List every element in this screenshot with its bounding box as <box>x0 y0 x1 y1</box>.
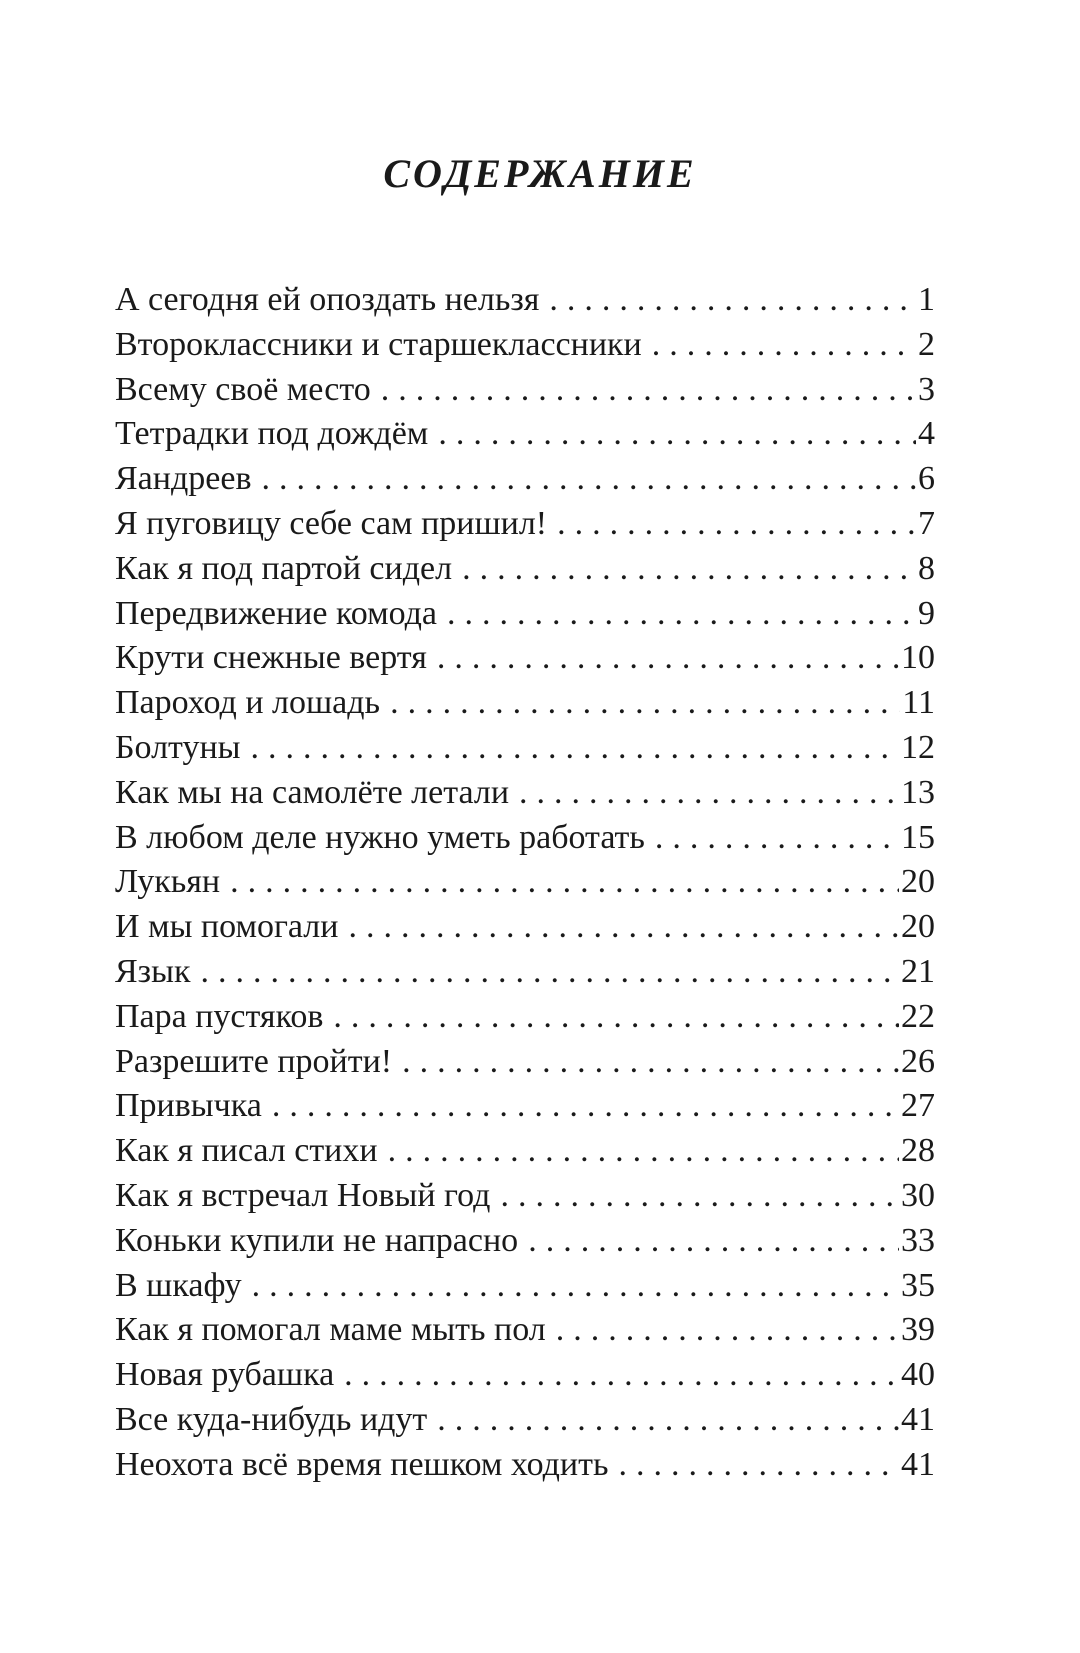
entry-page-number: 4 <box>918 415 935 453</box>
toc-entry <box>115 1443 935 1488</box>
entry-page-number: 41 <box>901 1400 935 1438</box>
toc-entry <box>115 1084 935 1129</box>
entry-title: Пара пустяков <box>115 997 324 1035</box>
dot-leader <box>618 1443 899 1488</box>
dot-leader <box>230 860 899 905</box>
toc-entry <box>115 995 935 1040</box>
toc-entry <box>115 1174 935 1219</box>
toc-entry <box>115 905 935 950</box>
entry-title: Неохота всё время пешком ходить <box>115 1445 609 1483</box>
entry-page-number: 33 <box>901 1221 935 1259</box>
entry-title: Болтуны <box>115 728 241 766</box>
entry-page-number: 40 <box>901 1356 935 1394</box>
entry-title: Как мы на самолёте летали <box>115 773 510 811</box>
entry-title: Всему своё место <box>115 370 371 408</box>
entry-title: Как я писал стихи <box>115 1132 378 1170</box>
entry-page-number: 30 <box>901 1176 935 1214</box>
entry-page-number: 8 <box>918 549 935 587</box>
toc-entry <box>115 950 935 995</box>
entry-title: Передвижение комода <box>115 594 438 632</box>
dot-leader <box>438 412 916 457</box>
toc-entry <box>115 1129 935 1174</box>
dot-leader <box>333 995 899 1040</box>
entry-title: Язык <box>115 952 191 990</box>
entry-page-number: 21 <box>901 952 935 990</box>
toc-entry <box>115 636 935 681</box>
toc-entry <box>115 1264 935 1309</box>
dot-leader <box>437 1398 899 1443</box>
dot-leader <box>348 905 899 950</box>
dot-leader <box>462 547 916 592</box>
dot-leader <box>251 726 900 771</box>
dot-leader <box>200 950 899 995</box>
dot-leader <box>500 1174 899 1219</box>
entry-page-number: 1 <box>918 281 935 318</box>
entry-title: Как я встречал Новый год <box>115 1176 491 1214</box>
toc-entry <box>115 457 935 502</box>
toc-entry <box>115 368 935 413</box>
entry-title: Как я помогал маме мыть пол <box>115 1311 546 1349</box>
toc-entry <box>115 412 935 457</box>
entry-page-number: 27 <box>901 1087 935 1125</box>
entry-title: Как я под партой сидел <box>115 549 453 587</box>
toc-entry <box>115 1398 935 1443</box>
toc-entry <box>115 771 935 816</box>
entry-page-number: 22 <box>901 997 935 1035</box>
entry-page-number: 9 <box>918 594 935 632</box>
dot-leader <box>252 1264 899 1309</box>
entry-page-number: 12 <box>901 728 935 766</box>
entry-title: Тетрадки под дождём <box>115 415 429 453</box>
toc-entry <box>115 323 935 368</box>
dot-leader <box>388 1129 899 1174</box>
entry-title: Разрешите пройти! <box>115 1042 393 1080</box>
dot-leader <box>655 816 899 861</box>
entry-title: Яандреев <box>115 460 252 498</box>
toc-entry <box>115 1219 935 1264</box>
entry-page-number: 2 <box>918 325 935 363</box>
toc-entry <box>115 1308 935 1353</box>
entry-page-number: 20 <box>901 908 935 946</box>
entry-page-number: 6 <box>918 460 935 498</box>
dot-leader <box>262 457 917 502</box>
entry-page-number: 10 <box>901 639 935 677</box>
dot-leader <box>344 1353 899 1398</box>
dot-leader <box>272 1084 899 1129</box>
entry-title: И мы помогали <box>115 908 339 946</box>
entry-title: Все куда-нибудь идут <box>115 1400 428 1438</box>
entry-title: Новая рубашка <box>115 1356 335 1394</box>
entry-title: Пароход и лошадь <box>115 684 381 722</box>
page-title: СОДЕРЖАНИЕ <box>383 151 697 196</box>
table-of-contents <box>115 278 935 1488</box>
entry-title: Коньки купили не напрасно <box>115 1221 519 1259</box>
dot-leader <box>402 1040 899 1085</box>
dot-leader <box>519 771 899 816</box>
entry-page-number: 41 <box>901 1445 935 1483</box>
entry-title: Привычка <box>115 1087 262 1125</box>
entry-page-number: 35 <box>901 1266 935 1304</box>
toc-entry <box>115 502 935 547</box>
entry-title: В шкафу <box>115 1266 242 1304</box>
dot-leader <box>437 636 899 681</box>
entry-page-number: 7 <box>918 504 935 542</box>
entry-title: В любом деле нужно уметь работать <box>115 818 645 856</box>
entry-page-number: 20 <box>901 863 935 901</box>
dot-leader <box>528 1219 899 1264</box>
toc-entry <box>115 1353 935 1398</box>
entry-page-number: 11 <box>902 684 935 722</box>
toc-entry <box>115 592 935 637</box>
toc-entry <box>115 860 935 905</box>
toc-entry <box>115 816 935 861</box>
entry-page-number: 39 <box>901 1311 935 1349</box>
dot-leader <box>447 592 916 637</box>
entry-page-number: 15 <box>901 818 935 856</box>
dot-leader <box>549 278 916 323</box>
entry-page-number: 26 <box>901 1042 935 1080</box>
dot-leader <box>390 681 900 726</box>
entry-title: Второклассники и старшеклассники <box>115 325 642 363</box>
entry-page-number: 13 <box>901 773 935 811</box>
toc-entry <box>115 726 935 771</box>
toc-entry <box>115 681 935 726</box>
entry-title: А сегодня ей опоздать нельзя <box>115 281 540 318</box>
entry-title: Лукьян <box>115 863 221 901</box>
entry-page-number: 28 <box>901 1132 935 1170</box>
dot-leader <box>557 502 916 547</box>
entry-title: Я пуговицу себе сам пришил! <box>115 504 548 542</box>
toc-entry <box>115 1040 935 1085</box>
entry-page-number: 3 <box>918 370 935 408</box>
toc-entry <box>115 547 935 592</box>
dot-leader <box>652 323 916 368</box>
dot-leader <box>556 1308 899 1353</box>
dot-leader <box>381 368 916 413</box>
toc-entry <box>115 278 935 323</box>
entry-title: Крути снежные вертя <box>115 639 427 677</box>
